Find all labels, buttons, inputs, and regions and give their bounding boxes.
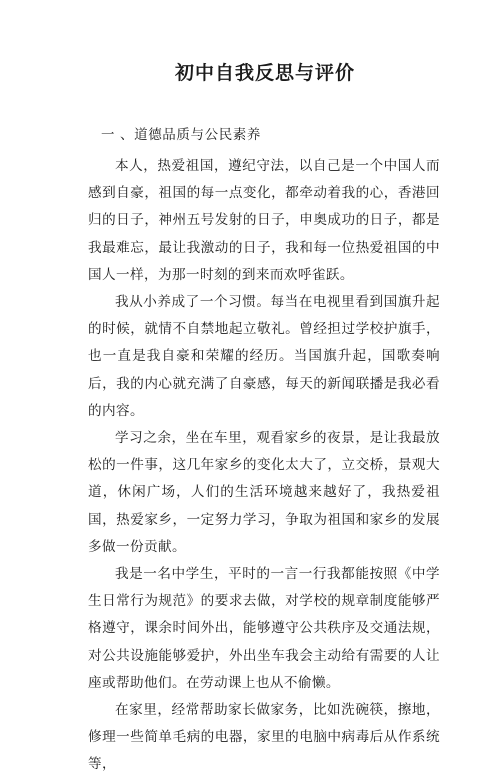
paragraph-5: 在家里，经常帮助家长做家务，比如洗碗筷，擦地，修理一些简单毛病的电器，家里的电脑中病毒后从作系统等，: [88, 702, 440, 773]
paragraph-3: 学习之余，坐在车里，观看家乡的夜景，是让我最放松的一件事，这几年家乡的变化太大了，立交桥，景观大道，休闲广场，人们的生活环境越来越好了，我热爱祖国，热爱家乡，一定努力学习，争取为祖国和家乡的发展多做一份贡献。: [88, 430, 440, 555]
paragraph-2: 我从小养成了一个习惯。每当在电视里看到国旗升起的时候，就情不自禁地起立敬礼。曾经担过学校护旗手，也一直是我自豪和荣耀的经历。当国旗升起，国歌奏响后，我的内心就充满了自豪感，每天的新闻联播是我必看的内容。: [88, 294, 440, 419]
section-heading: 一 、道德品质与公民素养: [101, 127, 261, 143]
paragraph-1: 本人，热爱祖国，遵纪守法，以自己是一个中国人而感到自豪，祖国的每一点变化，都牵动着我的心，香港回归的日子，神州五号发射的日子，申奥成功的日子，都是我最难忘，最让我激动的日子，我和每一位热爱祖国的中国人一样，为那一时刻的到来而欢呼雀跃。: [88, 158, 440, 283]
document-title: 初中自我反思与评价: [174, 62, 355, 84]
paragraph-4: 我是一名中学生，平时的一言一行我都能按照《中学生日常行为规范》的要求去做，对学校的规章制度能够严格遵守，课余时间外出，能够遵守公共秩序及交通法规，对公共设施能够爱护，外出坐车我会主动给有需要的人让座或帮助他们。在劳动课上也从不偷懒。: [88, 566, 440, 691]
